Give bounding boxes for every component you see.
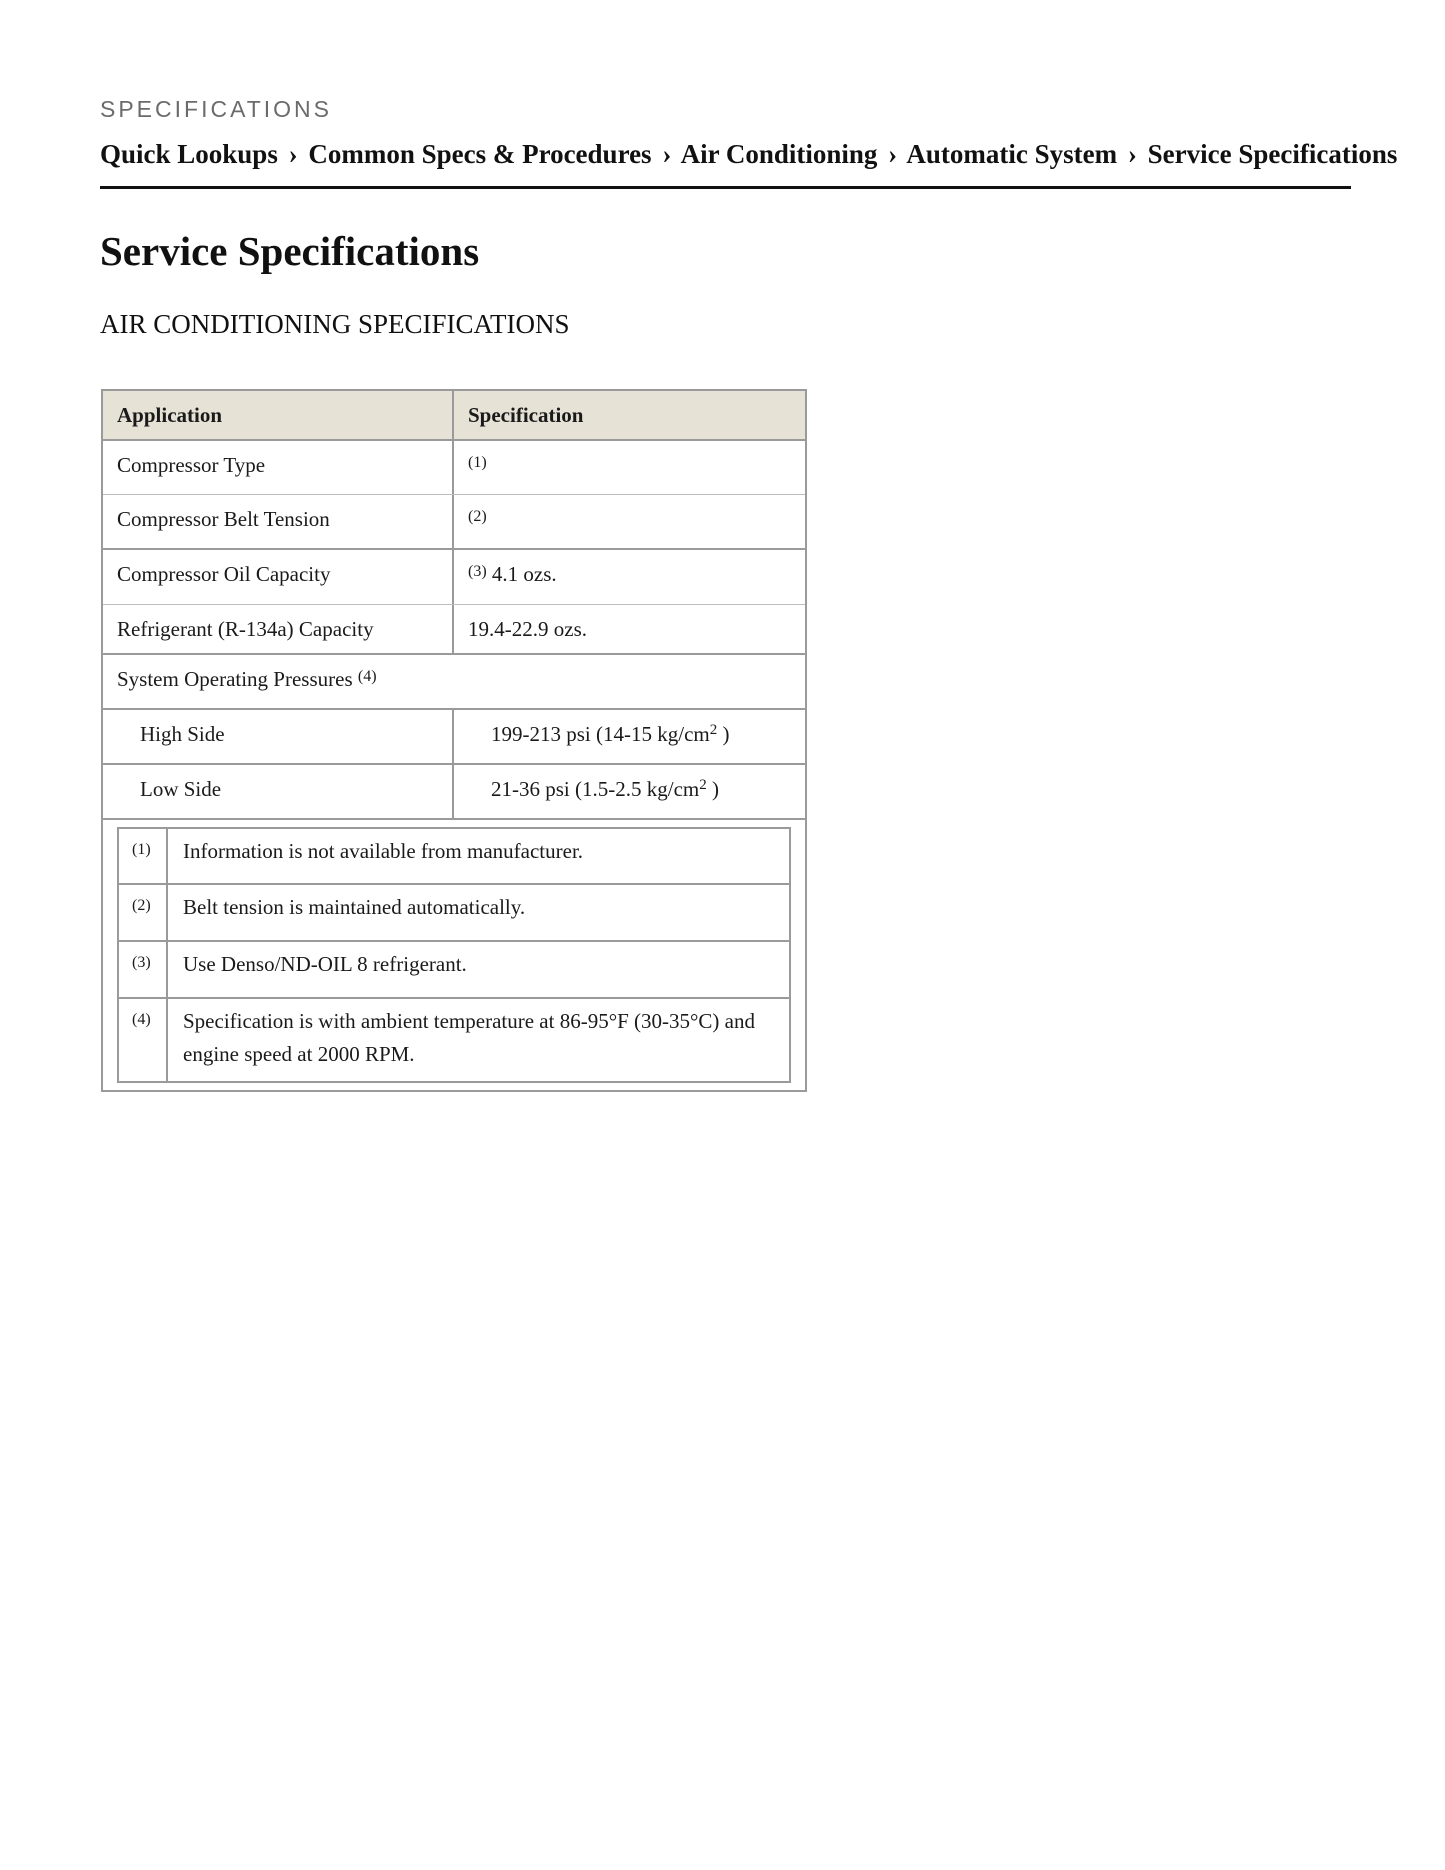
table-row [103, 605, 805, 655]
specification-value-suffix: ) [706, 777, 719, 801]
application-cell: Low Side [103, 765, 454, 818]
application-cell: Compressor Oil Capacity [103, 550, 454, 604]
footnote-row [119, 942, 789, 999]
footnote-row [119, 885, 789, 942]
footnote-number: (1) [119, 829, 168, 883]
specification-cell [454, 550, 805, 604]
application-cell: High Side [103, 710, 454, 763]
breadcrumb-separator: › [1127, 139, 1137, 169]
breadcrumb-item-automatic-system[interactable]: Automatic System [906, 139, 1118, 169]
footnote-text: Specification is with ambient temperature at 86-95°F (30-35°C) and engine speed at 2000 RPM. [183, 1009, 755, 1066]
footnote-ref[interactable]: (1) [468, 454, 487, 471]
table-group-row [103, 655, 805, 710]
specification-cell [454, 441, 805, 494]
specification-value: 199-213 psi (14-15 kg/cm [491, 722, 710, 746]
footnote-number: (4) [119, 999, 168, 1081]
breadcrumb-separator: › [288, 139, 298, 169]
footnote-text: Information is not available from manufacturer. [183, 839, 584, 863]
footnote-ref[interactable]: (3) [468, 563, 487, 580]
section-subtitle: AIR CONDITIONING SPECIFICATIONS [100, 309, 570, 339]
footnote-row [119, 829, 789, 885]
table-row [103, 710, 805, 765]
column-header-specification: Specification [468, 403, 584, 427]
specification-cell [454, 605, 805, 653]
specification-value-suffix: ) [717, 722, 730, 746]
specification-value: 19.4-22.9 ozs. [468, 617, 587, 641]
specification-cell [454, 710, 805, 763]
group-label: System Operating Pressures [117, 667, 353, 691]
footnote-text: Belt tension is maintained automatically. [183, 895, 526, 919]
footnote-number: (3) [119, 942, 168, 997]
specification-cell [454, 495, 805, 548]
page-title: Service Specifications [100, 228, 480, 274]
footnote-ref[interactable]: (4) [357, 668, 377, 685]
footnote-text: Use Denso/ND-OIL 8 refrigerant. [183, 952, 467, 976]
table-row [103, 765, 805, 820]
breadcrumb [100, 136, 1398, 172]
application-cell: Compressor Belt Tension [103, 495, 454, 548]
breadcrumb-item-air-conditioning[interactable]: Air Conditioning [680, 139, 878, 169]
superscript: 2 [709, 722, 718, 738]
footnote-row [119, 999, 789, 1081]
breadcrumb-separator: › [662, 139, 672, 169]
footnotes-section [103, 820, 805, 1090]
breadcrumb-item-common-specs[interactable]: Common Specs & Procedures [308, 139, 652, 169]
footnote-number: (2) [119, 885, 168, 940]
table-row [103, 550, 805, 605]
column-header-application: Application [103, 391, 454, 439]
application-cell: Refrigerant (R-134a) Capacity [103, 605, 454, 653]
table-row [103, 495, 805, 550]
table-row [103, 441, 805, 495]
group-label-cell [103, 655, 805, 708]
table-header-row [103, 391, 805, 441]
superscript: 2 [699, 777, 707, 793]
specification-value: 4.1 ozs. [491, 562, 557, 586]
breadcrumb-item-quick-lookups[interactable]: Quick Lookups [100, 139, 278, 169]
breadcrumb-item-service-specifications: Service Specifications [1147, 139, 1398, 169]
section-label: SPECIFICATIONS [100, 96, 332, 122]
footnote-ref[interactable]: (2) [468, 508, 487, 525]
specifications-table [101, 389, 807, 1092]
header-divider [100, 186, 1351, 189]
breadcrumb-separator: › [888, 139, 898, 169]
footnotes-table [117, 827, 791, 1083]
application-cell: Compressor Type [103, 441, 454, 494]
specification-value: 21-36 psi (1.5-2.5 kg/cm [491, 777, 700, 801]
specification-cell [454, 765, 805, 818]
